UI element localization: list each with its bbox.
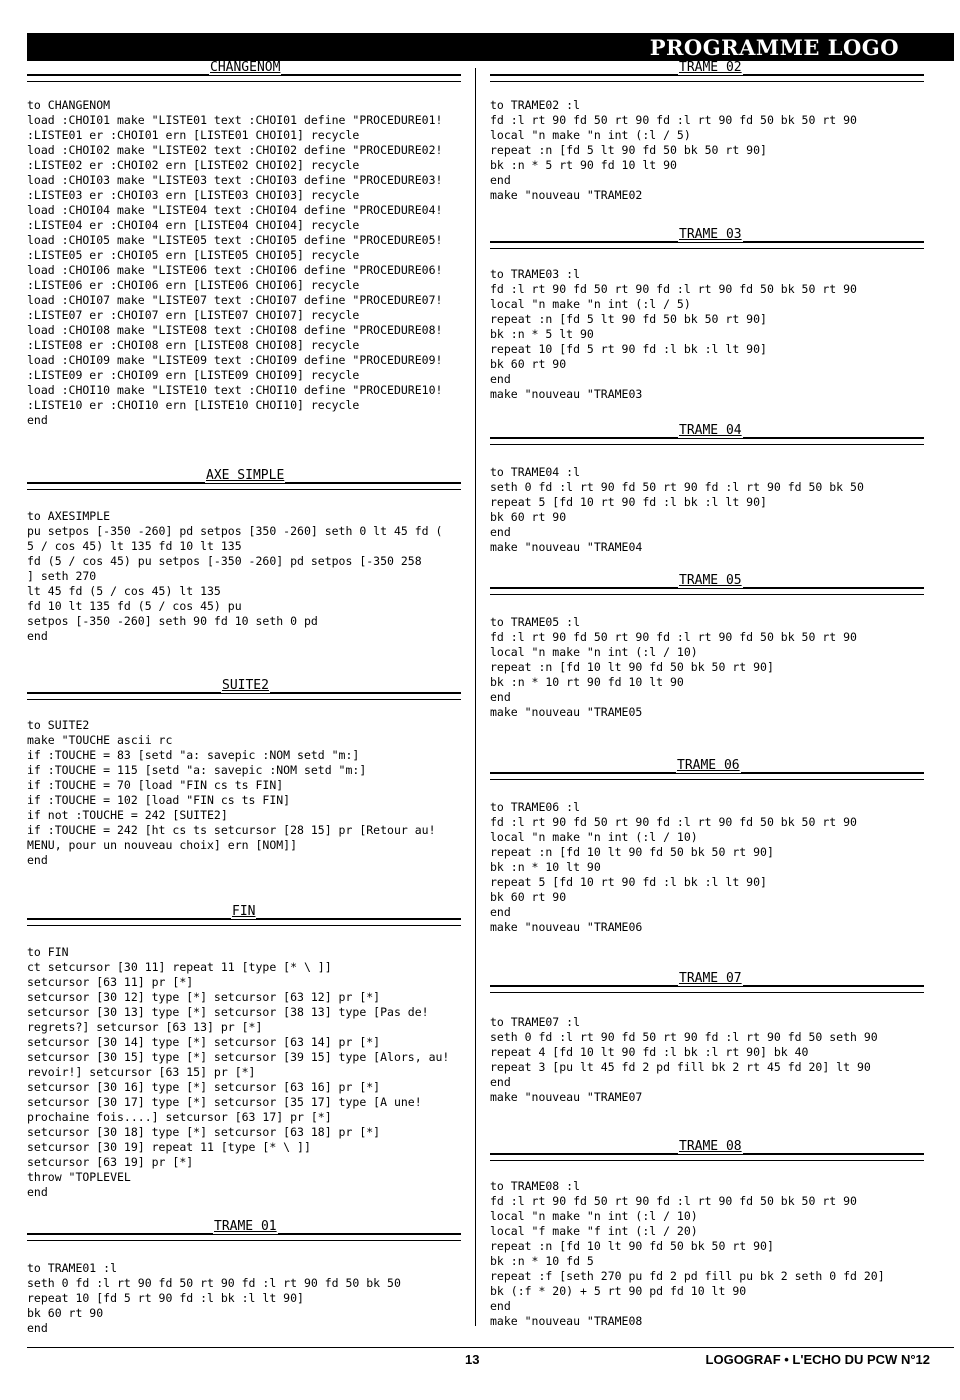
section-subrule	[490, 444, 924, 445]
section-title: TRAME 03	[679, 227, 742, 242]
section-title: CHANGENOM	[210, 60, 281, 75]
section-fin	[27, 904, 461, 1200]
section-rule	[490, 971, 924, 987]
section-suite2	[27, 678, 461, 868]
section-subrule	[490, 779, 924, 780]
section-title: TRAME 08	[679, 1139, 742, 1154]
section-trame-07	[490, 971, 924, 1105]
section-subrule	[490, 248, 924, 249]
code-listing: to TRAME07 :l seth 0 fd :l rt 90 fd 50 rt 90 fd :l rt 90 fd 50 seth 90 repeat 4 [fd 10 lt 90 fd :l bk :l rt 90] bk 40 repeat 3 [pu lt 45 fd 2 pd fill bk 2 rt 45 fd 20] lt 90 end make "nouveau "TRAME07	[490, 1015, 878, 1104]
column-divider	[475, 68, 476, 1326]
section-title: TRAME 07	[679, 971, 742, 986]
section-rule	[490, 758, 924, 774]
section-subrule	[27, 81, 461, 82]
code-listing: to TRAME03 :l fd :l rt 90 fd 50 rt 90 fd :l rt 90 fd 50 bk 50 rt 90 local "n make "n int (:l / 5) repeat :n [fd 5 lt 90 fd 50 bk 50 rt 90] bk :n * 5 lt 90 repeat 10 [fd 5 rt 90 fd :l bk :l lt 90] bk 60 rt 90 end make "nouveau "TRAME03	[490, 267, 857, 401]
code-listing: to TRAME08 :l fd :l rt 90 fd 50 rt 90 fd :l rt 90 fd 50 bk 50 rt 90 local "n make "n int (:l / 10) local "f make "f int (:l / 20) repeat :n [fd 10 lt 90 fd 50 bk 50 rt 90] bk :n * 10 fd 5 repeat :f [seth 270 pu fd 2 pd fill pu bk 2 seth 0 fd 20] bk (:f * 20) + 5 rt 90 pd fd 10 lt 90 end make "nouveau "TRAME08	[490, 1179, 885, 1328]
code-listing: to SUITE2 make "TOUCHE ascii rc if :TOUCHE = 83 [setd "a: savepic :NOM setd "m:] if :TOUCHE = 115 [setd "a: savepic :NOM setd "m:] if :TOUCHE = 70 [load "FIN cs ts FIN] if :TOUCHE = 102 [load "FIN cs ts FIN] if not :TOUCHE = 242 [SUITE2] if :TOUCHE = 242 [ht cs ts setcursor [28 15] pr [Retour au! MENU, pour un nouveau choix] ern [NOM]] end	[27, 718, 436, 867]
section-rule	[27, 904, 461, 920]
section-axe-simple	[27, 468, 461, 644]
section-subrule	[27, 1240, 461, 1241]
section-subrule	[490, 81, 924, 82]
code-listing: to TRAME06 :l fd :l rt 90 fd 50 rt 90 fd :l rt 90 fd 50 bk 50 rt 90 local "n make "n int (:l / 10) repeat :n [fd 10 lt 90 fd 50 bk 50 rt 90] bk :n * 10 lt 90 repeat 5 [fd 10 rt 90 fd :l bk :l lt 90] bk 60 rt 90 end make "nouveau "TRAME06	[490, 800, 857, 934]
section-title: SUITE2	[222, 678, 269, 693]
section-title: AXE SIMPLE	[206, 468, 285, 483]
section-trame-05	[490, 573, 924, 720]
section-rule	[490, 573, 924, 589]
publication-credit: LOGOGRAF • L'ECHO DU PCW N°12	[705, 1352, 930, 1367]
section-rule	[27, 678, 461, 694]
section-subrule	[490, 594, 924, 595]
section-trame-06	[490, 758, 924, 935]
section-title: FIN	[232, 904, 256, 919]
section-trame-04	[490, 423, 924, 555]
header-band	[27, 33, 954, 61]
section-trame-01	[27, 1219, 461, 1336]
section-subrule	[27, 699, 461, 700]
footer-rule	[27, 1347, 954, 1348]
page-title: PROGRAMME LOGO	[649, 35, 899, 60]
code-listing: to CHANGENOM load :CHOI01 make "LISTE01 text :CHOI01 define "PROCEDURE01! :LISTE01 er :CHOI01 ern [LISTE01 CHOI01] recycle load :CHOI02 make "LISTE02 text :CHOI02 define "PROCEDURE02! :LISTE02 er :CHOI02 ern [LISTE02 CHOI02] recycle load :CHOI03 make "LISTE03 text :CHOI03 define "PROCEDURE03! :LISTE03 er :CHOI03 ern [LISTE03 CHOI03] recycle load :CHOI04 make "LISTE04 text :CHOI04 define "PROCEDURE04! :LISTE04 er :CHOI04 ern [LISTE04 CHOI04] recycle load :CHOI05 make "LISTE05 text :CHOI05 define "PROCEDURE05! :LISTE05 er :CHOI05 ern [LISTE05 CHOI05] recycle load :CHOI06 make "LISTE06 text :CHOI06 define "PROCEDURE06! :LISTE06 er :CHOI06 ern [LISTE06 CHOI06] recycle load :CHOI07 make "LISTE07 text :CHOI07 define "PROCEDURE07! :LISTE07 er :CHOI07 ern [LISTE07 CHOI07] recycle load :CHOI08 make "LISTE08 text :CHOI08 define "PROCEDURE08! :LISTE08 er :CHOI08 ern [LISTE08 CHOI08] recycle load :CHOI09 make "LISTE09 text :CHOI09 define "PROCEDURE09! :LISTE09 er :CHOI09 ern [LISTE09 CHOI09] recycle load :CHOI10 make "LISTE10 text :CHOI10 define "PROCEDURE10! :LISTE10 er :CHOI10 ern [LISTE10 CHOI10] recycle end	[27, 98, 443, 427]
section-title: TRAME 01	[214, 1219, 277, 1234]
section-rule	[27, 1219, 461, 1235]
code-listing: to TRAME04 :l seth 0 fd :l rt 90 fd 50 rt 90 fd :l rt 90 fd 50 bk 50 repeat 5 [fd 10 rt 90 fd :l bk :l lt 90] bk 60 rt 90 end make "nouveau "TRAME04	[490, 465, 864, 554]
page-number: 13	[465, 1352, 480, 1367]
section-rule	[27, 60, 461, 76]
section-subrule	[490, 1160, 924, 1161]
code-listing: to FIN ct setcursor [30 11] repeat 11 [type [* \ ]] setcursor [63 11] pr [*] setcursor [30 12] type [*] setcursor [63 12] pr [*] setcursor [30 13] type [*] setcursor [38 13] type [Pas de! regrets?] setcursor [63 13] pr [*] setcursor [30 14] type [*] setcursor [63 14] pr [*] setcursor [30 15] type [*] setcursor [39 15] type [Alors, au! revoir!] setcursor [63 15] pr [*] setcursor [30 16] type [*] setcursor [63 16] pr [*] setcursor [30 17] type [*] setcursor [35 17] type [A une! prochaine fois....] setcursor [63 17] pr [*] setcursor [30 18] type [*] setcursor [63 18] pr [*] setcursor [30 19] repeat 11 [type [* \ ]] setcursor [63 19] pr [*] throw "TOPLEVEL end	[27, 945, 450, 1199]
code-listing: to TRAME01 :l seth 0 fd :l rt 90 fd 50 rt 90 fd :l rt 90 fd 50 bk 50 repeat 10 [fd 5 rt 90 fd :l bk :l lt 90] bk 60 rt 90 end	[27, 1261, 401, 1335]
code-listing: to TRAME02 :l fd :l rt 90 fd 50 rt 90 fd :l rt 90 fd 50 bk 50 rt 90 local "n make "n int (:l / 5) repeat :n [fd 5 lt 90 fd 50 bk 50 rt 90] bk :n * 5 rt 90 fd 10 lt 90 end make "nouveau "TRAME02	[490, 98, 857, 202]
section-subrule	[27, 489, 461, 490]
code-listing: to TRAME05 :l fd :l rt 90 fd 50 rt 90 fd :l rt 90 fd 50 bk 50 rt 90 local "n make "n int (:l / 10) repeat :n [fd 10 lt 90 fd 50 bk 50 rt 90] bk :n * 10 rt 90 fd 10 lt 90 end make "nouveau "TRAME05	[490, 615, 857, 719]
section-title: TRAME 02	[679, 60, 742, 75]
code-listing: to AXESIMPLE pu setpos [-350 -260] pd setpos [350 -260] seth 0 lt 45 fd ( 5 / cos 45) lt 135 fd 10 lt 135 fd (5 / cos 45) pu setpos [-350 -260] pd setpos [-350 258 ] seth 270 lt 45 fd (5 / cos 45) lt 135 fd 10 lt 135 fd (5 / cos 45) pu setpos [-350 -260] seth 90 fd 10 seth 0 pd end	[27, 509, 443, 643]
section-rule	[490, 423, 924, 439]
section-rule	[490, 60, 924, 76]
section-trame-02	[490, 60, 924, 203]
section-subrule	[27, 925, 461, 926]
section-rule	[490, 227, 924, 243]
section-rule	[490, 1139, 924, 1155]
section-trame-08	[490, 1139, 924, 1329]
section-title: TRAME 04	[679, 423, 742, 438]
section-rule	[27, 468, 461, 484]
section-subrule	[490, 992, 924, 993]
section-changenom	[27, 60, 461, 428]
section-title: TRAME 06	[677, 758, 740, 773]
section-title: TRAME 05	[679, 573, 742, 588]
section-trame-03	[490, 227, 924, 402]
